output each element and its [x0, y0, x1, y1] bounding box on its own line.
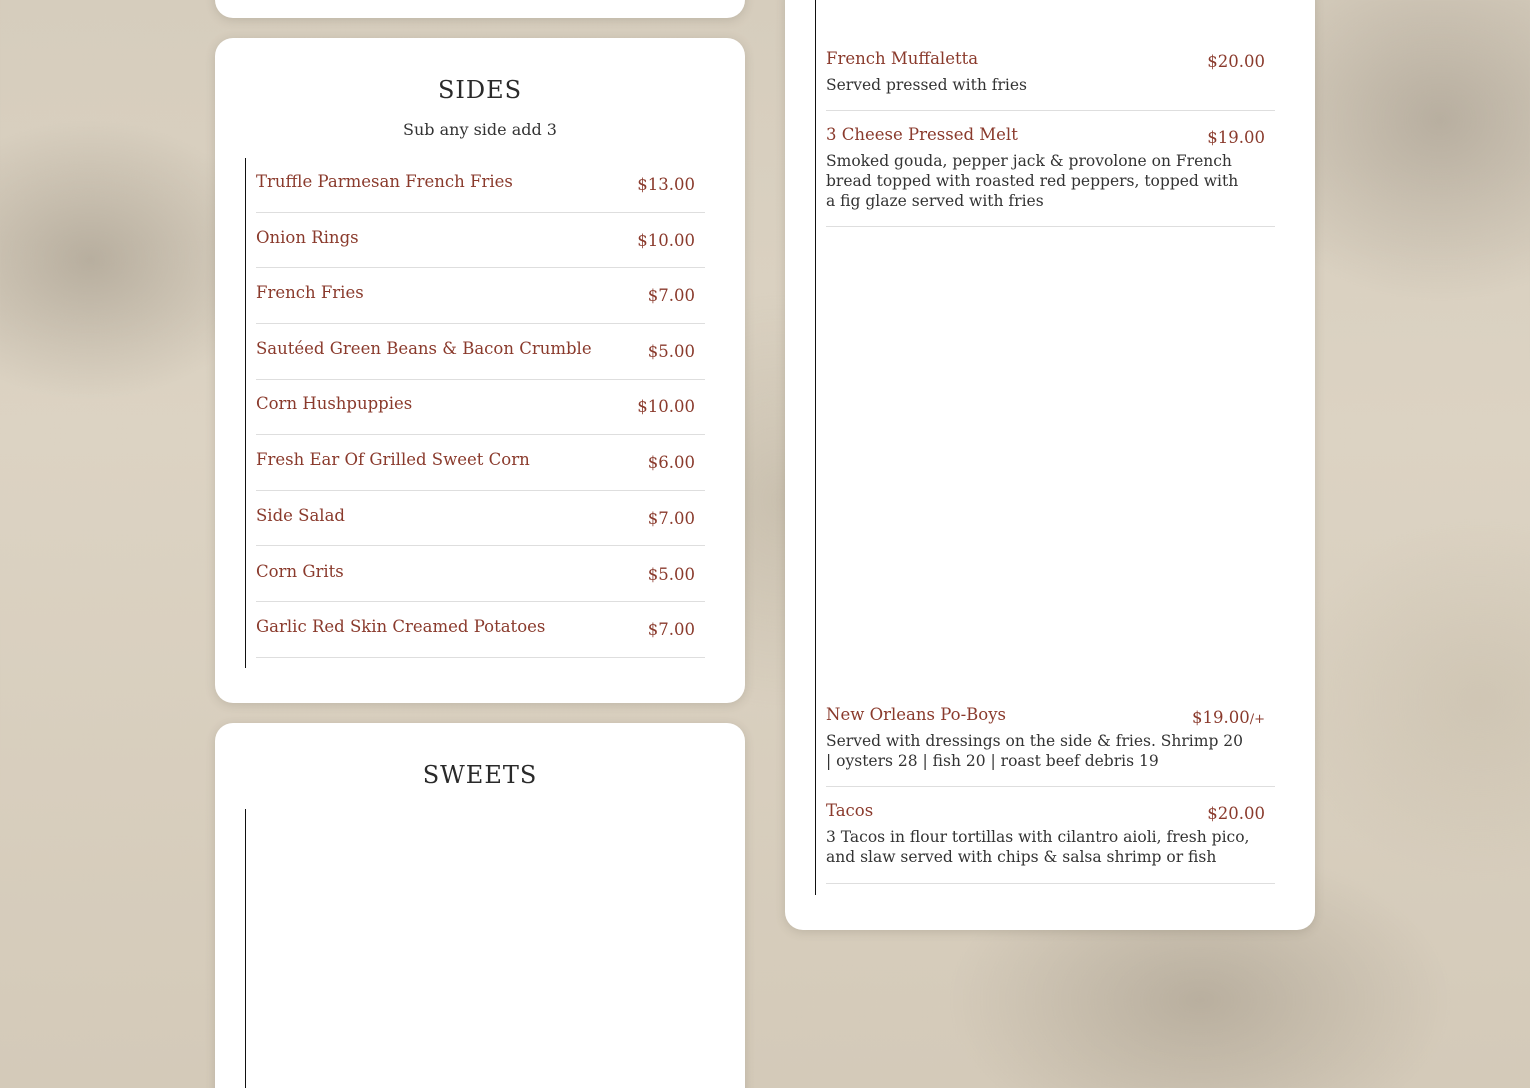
- menu-item-3-cheese-pressed-melt: [826, 125, 1275, 227]
- menu-item-description: Served with dressings on the side & fries. Shrimp 20 | oysters 28 | fish 20 | roast beef debris 19: [826, 732, 1244, 770]
- menu-item-sides-8: [256, 617, 705, 658]
- menu-item-price-suffix: /+: [1249, 712, 1265, 727]
- sides-section-card: [215, 38, 745, 703]
- menu-item-price: $6.00: [647, 453, 695, 472]
- sweets-title: SWEETS: [422, 761, 538, 789]
- menu-item-price: $20.00: [1207, 52, 1265, 71]
- menu-item-name: Sautéed Green Beans & Bacon Crumble: [256, 339, 592, 358]
- menu-item-name: French Muffaletta: [826, 49, 979, 68]
- menu-item-tacos: [826, 801, 1275, 884]
- menu-item-name: French Fries: [256, 283, 364, 302]
- menu-item-description: Served pressed with fries: [826, 76, 1028, 94]
- menu-item-price: $7.00: [647, 509, 695, 528]
- menu-divider-line: [815, 0, 816, 895]
- menu-item-french-muffaletta: [826, 49, 1275, 111]
- menu-item-sides-6: [256, 506, 705, 546]
- menu-item-new-orleans-po-boys: [826, 705, 1275, 787]
- menu-item-sides-2: [256, 283, 705, 324]
- menu-item-name: Tacos: [826, 801, 874, 820]
- menu-item-price: $7.00: [647, 286, 695, 305]
- menu-item-sides-3: [256, 339, 705, 380]
- menu-item-sides-7: [256, 562, 705, 602]
- menu-item-price: $20.00: [1207, 804, 1265, 823]
- previous-section-card: [215, 0, 745, 18]
- menu-item-price: $10.00: [637, 231, 695, 250]
- sides-subtitle: Sub any side add 3: [403, 120, 557, 139]
- menu-item-name: 3 Cheese Pressed Melt: [826, 125, 1018, 144]
- sides-divider-line: [245, 158, 246, 668]
- menu-item-sides-1: [256, 228, 705, 268]
- sweets-divider-line: [245, 809, 246, 1088]
- menu-item-price-value: $19.00: [1191, 708, 1250, 727]
- menu-item-price: $5.00: [647, 342, 695, 361]
- sweets-section-card: [215, 723, 745, 1088]
- menu-item-name: Corn Hushpuppies: [256, 394, 413, 413]
- menu-section-card: [785, 0, 1315, 930]
- menu-item-sides-0: [256, 172, 705, 213]
- menu-item-price: [1192, 708, 1265, 727]
- menu-item-name: Fresh Ear Of Grilled Sweet Corn: [256, 450, 530, 469]
- menu-item-name: New Orleans Po-Boys: [826, 705, 1006, 724]
- menu-item-description: 3 Tacos in flour tortillas with cilantro aioli, fresh pico, and slaw served with chips & salsa shrimp or fish: [826, 828, 1250, 866]
- menu-item-sides-5: [256, 450, 705, 491]
- menu-item-price: $7.00: [647, 620, 695, 639]
- menu-item-description: Smoked gouda, pepper jack & provolone on French bread topped with roasted red peppers, topped with a fig glaze served with fries: [826, 152, 1239, 210]
- menu-item-price: $13.00: [637, 175, 695, 194]
- menu-item-name: Corn Grits: [256, 562, 344, 581]
- menu-item-name: Onion Rings: [256, 228, 359, 247]
- menu-item-price: $10.00: [637, 397, 695, 416]
- menu-item-price: $19.00: [1207, 128, 1265, 147]
- sides-title: SIDES: [437, 76, 523, 104]
- menu-item-price: $5.00: [647, 565, 695, 584]
- menu-item-sides-4: [256, 394, 705, 435]
- menu-item-name: Truffle Parmesan French Fries: [256, 172, 513, 191]
- menu-item-name: Garlic Red Skin Creamed Potatoes: [256, 617, 546, 636]
- menu-item-name: Side Salad: [256, 506, 345, 525]
